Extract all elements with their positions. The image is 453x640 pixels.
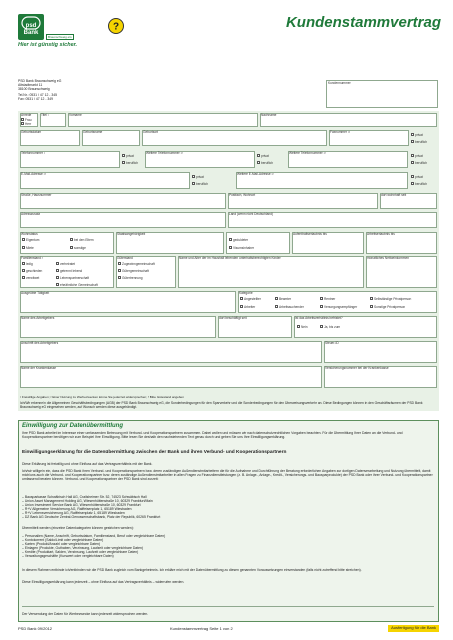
guetertrennung-label: Gütertrennung bbox=[122, 276, 143, 280]
signature-line bbox=[22, 606, 434, 607]
partner-item: – Union Asset Management Holding AG, Wiesenhüttenstraße 10, 60329 Frankfurt/Main bbox=[22, 498, 153, 503]
tel1-beruflich-label: beruflich bbox=[261, 161, 274, 165]
geburtsdatum-label: Geburtsdatum bbox=[21, 130, 42, 134]
partner-item: – R+V Allgemeine Versicherung AG, Raiffeisenplatz 1, 65189 Wiesbaden bbox=[22, 506, 132, 511]
kategorie-field bbox=[238, 291, 437, 313]
steuer-id-label: Steuer-ID bbox=[325, 341, 339, 345]
arbeitserlaubnis-label: Arbeitserlaubnis bis bbox=[367, 232, 395, 236]
status-field bbox=[226, 232, 290, 254]
geburtsort-label: Geburtsort bbox=[143, 130, 159, 134]
weitere-email-label: Weitere E-Mail-Adresse ¹² bbox=[237, 172, 274, 176]
wohnhaft-seit-label: dort wohnhaft seit bbox=[381, 193, 407, 197]
consent-heading: Einwilligung zur Datenübermittlung bbox=[22, 423, 123, 429]
partner-item: – DZ Bank AG Deutsche Zentral-Genossenschaftsbank, Platz der Republik, 60265 Frankfurt bbox=[22, 514, 161, 519]
getrennt-label: getrennt lebend bbox=[60, 269, 83, 273]
beamter-label: Beamter bbox=[279, 297, 292, 301]
bank-city: 38100 Braunschweig bbox=[18, 86, 50, 91]
bank-street: Altstadtmarkt 11 bbox=[18, 82, 43, 87]
email2-privat-checkbox[interactable] bbox=[411, 175, 414, 178]
geburtsort-field[interactable] bbox=[142, 130, 327, 146]
tel1-beruflich-checkbox[interactable] bbox=[257, 161, 260, 164]
category-item[interactable]: – Verwaltungsgeschäfte (Kurswert oder vergleichbare Daten) bbox=[22, 553, 114, 558]
logo-text: psd Bank bbox=[23, 23, 39, 36]
guetergemeinschaft-label: Gütergemeinschaft bbox=[122, 269, 149, 273]
ja-bis-checkbox[interactable] bbox=[320, 325, 323, 328]
partner-item: – Union Investment Service Bank AG, Wiesenhüttenstraße 10, 60329 Frankfurt bbox=[22, 502, 141, 507]
verwitwet-label: verwitwet bbox=[26, 276, 40, 280]
rentner-label: Rentner bbox=[324, 297, 336, 301]
email-beruflich-label: beruflich bbox=[196, 182, 209, 186]
ja-bis-label: Ja, bis zum bbox=[324, 325, 341, 329]
tel-privat-label: privat bbox=[126, 154, 134, 158]
miete-checkbox[interactable] bbox=[22, 246, 25, 249]
nettoeinkommen-label: monatliches Nettoeinkommen bbox=[367, 256, 409, 260]
bank-logo bbox=[18, 14, 44, 40]
vorname-label: Vorname bbox=[69, 113, 82, 117]
partner-item: – R+V Lebensversicherung AG, Raiffeisenplatz 1, 65189 Wiesbaden bbox=[22, 510, 125, 515]
category-item[interactable]: – Personalien (Name, Anschrift, Geburtsdatum, Familienstand, Beruf oder vergleichbare Daten) bbox=[22, 534, 166, 538]
zugewinn-label: Zugewinngemeinschaft bbox=[122, 262, 155, 266]
footer-left: PSD Bank 09/2012 bbox=[18, 626, 53, 631]
partner-list bbox=[22, 496, 434, 519]
angestellter-checkbox[interactable] bbox=[240, 297, 243, 300]
geduldet-checkbox[interactable] bbox=[229, 238, 232, 241]
dort-seit-label: dort beschäftigt seit bbox=[219, 316, 247, 320]
frau-label: Frau bbox=[25, 118, 32, 122]
email2-beruflich-checkbox[interactable] bbox=[411, 182, 414, 185]
geschieden-checkbox[interactable] bbox=[22, 269, 25, 272]
nettoeinkommen-field[interactable] bbox=[366, 256, 437, 288]
category-item[interactable]: – Einlagen (Produkte, Guthaben, Verzinsung, Laufzeit oder vergleichbare Daten) bbox=[22, 545, 144, 550]
slogan: Hier ist günstig sicher. bbox=[18, 42, 77, 48]
tel1-privat-checkbox[interactable] bbox=[257, 154, 260, 157]
partner-item: – Bausparkasse Schwäbisch Hall AG, Crailsheimer Str. 52, 74523 Schwäbisch Hall bbox=[22, 495, 147, 499]
krankenkasse-label: Name der Krankenkasse bbox=[21, 366, 57, 370]
consent-p4: In diesem Rahmen entbinde ich/entbinden wir die PSD Bank zugleich vom Bankgeheimnis. Ich erkläre mich mit der Datenübermittlung zu diesen genannten Voraussetzungen einverstanden (falls nicht zutreffend bitte streichen). bbox=[22, 568, 362, 572]
arbeitssuchender-checkbox[interactable] bbox=[275, 305, 278, 308]
beamter-checkbox[interactable] bbox=[275, 297, 278, 300]
land-label: Land (wenn nicht Deutschland) bbox=[229, 212, 273, 216]
krankenkasse-field[interactable] bbox=[20, 366, 322, 388]
email2-privat-label: privat bbox=[415, 175, 423, 179]
geschieden-label: geschieden bbox=[26, 269, 43, 273]
footer-right: Ausfertigung für die Bank bbox=[388, 625, 439, 632]
guetergemeinschaft-checkbox[interactable] bbox=[118, 269, 121, 272]
eigentum-label: Eigentum bbox=[26, 238, 40, 242]
fax-privat-label: privat bbox=[415, 133, 423, 137]
selbst-checkbox[interactable] bbox=[370, 297, 373, 300]
ledig-label: ledig bbox=[26, 262, 33, 266]
kategorie-label: Kategorie bbox=[239, 291, 253, 295]
tel-beruflich-label: beruflich bbox=[126, 161, 139, 165]
nachname-field[interactable] bbox=[260, 113, 437, 127]
bank-address bbox=[18, 80, 138, 102]
tel2-privat-label: privat bbox=[415, 154, 423, 158]
taetigkeit-field[interactable] bbox=[20, 291, 236, 313]
footer-center: Kundenstammvertrag Seite 1 von 2 bbox=[170, 626, 233, 631]
sonstige-wohn-checkbox[interactable] bbox=[70, 246, 73, 249]
gueterstand-label: Güterstand bbox=[117, 256, 133, 260]
eigentum-checkbox[interactable] bbox=[22, 238, 25, 241]
rentner-checkbox[interactable] bbox=[320, 297, 323, 300]
bank-tel: Tel.Nr.: 0531 / 47 12 - 345 bbox=[18, 92, 58, 97]
weitere-tel1-label: Weitere Telefonnummer ¹² bbox=[146, 151, 183, 155]
category-list bbox=[22, 535, 434, 558]
svg-text:?: ? bbox=[112, 21, 120, 33]
nein-label: Nein bbox=[301, 325, 308, 329]
fax-beruflich-label: beruflich bbox=[415, 140, 428, 144]
consent-intro: Ihre PSD Bank arbeitet im Interesse einer umfassenden Betreuung mit Verbund- und Kooperationspartnern zusammen. Dabei wollen und müssen wir nach datenschutzrechtlichen Vorgaben beachten. Für die Übermittlung Ihrer Daten an die Verbund- und Kooperationspartner benötigen wir zum Beispiel Ihre Einwilligung. Bitte lesen Sie deshalb den nachstehenden Text genau durch und geben Sie uns Ihre Einwilligungserklärung. bbox=[22, 431, 403, 439]
taetigkeit-label: Ausgeübte Tätigkeit bbox=[21, 291, 50, 295]
help-icon[interactable] bbox=[108, 18, 124, 34]
nein-checkbox[interactable] bbox=[297, 325, 300, 328]
ledig-checkbox[interactable] bbox=[22, 262, 25, 265]
page-title: Kundenstammvertrag bbox=[285, 14, 441, 31]
agb-text: Ich/Wir erkenne/n die Allgemeinen Geschäftsbedingungen (AGB) der PSD Bank Braunschweig eG, die Sonderbedingungen für den Sparverkehr und die Sonderbedingungen für den Überweisungsverkehr an. Diese Bedingungen können in den Geschäftsräumen der PSD Bank Braunschweig eG eingesehen werden, auf Wunsch werden diese ausgehändigt. bbox=[20, 401, 423, 409]
geburtsname-label: Geburtsname bbox=[83, 130, 103, 134]
category-item[interactable]: – Kontokorrent (Saldo/Limit oder vergleichbare Daten) bbox=[22, 537, 104, 542]
fax-privat-checkbox[interactable] bbox=[411, 133, 414, 136]
category-item[interactable]: – Kredite (Produktart, Salden, Verzinsung, Laufzeit oder vergleichbare Daten) bbox=[22, 549, 139, 554]
visum-checkbox[interactable] bbox=[229, 246, 232, 249]
postfach-label: Postfach, Wohnort bbox=[229, 193, 256, 197]
consent-p6: Der Verwendung der Daten für Werbezwecke kann jederzeit widersprochen werden. bbox=[22, 612, 149, 616]
kundennummer-label: Kundennummer bbox=[328, 81, 351, 85]
familienstand-label: Familienstand ² bbox=[21, 256, 43, 260]
fax-beruflich-checkbox[interactable] bbox=[411, 140, 414, 143]
weitere-tel2-label: Weitere Telefonnummer ¹² bbox=[289, 151, 326, 155]
consent-p1: Diese Erklärung ist freiwillig und ohne Einfluss auf das Vertragsverhältnis mit der Bank. bbox=[22, 462, 153, 466]
email-privat-label: privat bbox=[196, 175, 204, 179]
adresszusatz-label: Adresszusatz bbox=[21, 212, 41, 216]
lebenspartner-label: Lebenspartnerschaft bbox=[60, 276, 90, 280]
sonstige-priv-label: Sonstige Privatperson bbox=[374, 305, 406, 309]
bank-fax: Fax: 0531 / 47 12 - 349 bbox=[18, 96, 54, 101]
tel2-beruflich-checkbox[interactable] bbox=[411, 161, 414, 164]
angestellter-label: Angestellter bbox=[244, 297, 261, 301]
consent-subheading: Einwilligungserklärung für die Datenübermittlung zwischen der Bank und ihren Verbund- und Kooperationspartnern bbox=[22, 450, 287, 455]
nachname-label: Nachname bbox=[261, 113, 277, 117]
eheaehnlich-checkbox[interactable] bbox=[56, 283, 59, 286]
eheaehnlich-label: eheähnliche Gemeinschaft bbox=[60, 283, 98, 287]
guetertrennung-checkbox[interactable] bbox=[118, 276, 121, 279]
kinder-field[interactable] bbox=[178, 256, 364, 288]
steuer-id-field[interactable] bbox=[324, 341, 437, 363]
bank-name: PSD Bank Braunschweig eG bbox=[18, 79, 62, 83]
getrennt-checkbox[interactable] bbox=[56, 269, 59, 272]
lebenspartner-checkbox[interactable] bbox=[56, 276, 59, 279]
sonstige-wohn-label: sonstige bbox=[74, 246, 86, 250]
anschrift-ag-label: Anschrift des Arbeitgebers bbox=[21, 341, 59, 345]
tel1-privat-label: privat bbox=[261, 154, 269, 158]
miete-label: Miete bbox=[26, 246, 34, 250]
arbeitgeber-label: Name des Arbeitgebers bbox=[21, 316, 55, 320]
vorname-field[interactable] bbox=[68, 113, 258, 127]
wohnstatus-label: Wohnstatus bbox=[21, 232, 38, 236]
arbeiter-checkbox[interactable] bbox=[240, 305, 243, 308]
versorgung-label: Versorgungsempfänger bbox=[324, 305, 358, 309]
consent-p3: Übermittelt werden (einzelne Datenkategorien können gestrichen werden): bbox=[22, 526, 134, 530]
versorgung-checkbox[interactable] bbox=[320, 305, 323, 308]
visum-label: Visumsinhaber bbox=[233, 246, 255, 250]
logo-subtitle: Braunschweig eG bbox=[48, 35, 72, 39]
herr-checkbox[interactable] bbox=[21, 122, 24, 125]
versicherung-label: Versicherungsnummer bei der Krankenkasse bbox=[325, 366, 389, 370]
befristet-label: Ist das Arbeitsverhältnis befristet? bbox=[295, 316, 343, 320]
consent-p5: Diese Einwilligungserklärung kann jederzeit – ohne Einfluss auf das Vertragsverhältnis – widerrufen werden. bbox=[22, 580, 185, 584]
category-item[interactable]: – Karten (Produkt/Anzahl oder vergleichbare Daten) bbox=[22, 541, 101, 546]
bei-eltern-label: bei den Eltern bbox=[74, 238, 94, 242]
tel2-beruflich-label: beruflich bbox=[415, 161, 428, 165]
bei-eltern-checkbox[interactable] bbox=[70, 238, 73, 241]
strasse-label: Straße, Hausnummer bbox=[21, 193, 52, 197]
telefon-label: Telefonnummer ¹ bbox=[21, 151, 45, 155]
footnote-fields: ¹ Freiwillige Angaben; ² Einer Nutzung zu Werbezwecken könne Sie jederzeit widersprechen; ³ Bitte Gütestand angeben bbox=[20, 395, 185, 399]
anschrift-ag-field[interactable] bbox=[20, 341, 322, 363]
adresszusatz-field[interactable] bbox=[20, 212, 226, 228]
titel-label: Titel ¹ bbox=[41, 113, 49, 117]
tel-privat-checkbox[interactable] bbox=[122, 154, 125, 157]
aufenthalt-label: Aufenthaltserlaubnis bis bbox=[293, 232, 327, 236]
tel2-privat-checkbox[interactable] bbox=[411, 154, 414, 157]
sonstige-priv-checkbox[interactable] bbox=[370, 305, 373, 308]
verwitwet-checkbox[interactable] bbox=[22, 276, 25, 279]
tel-beruflich-checkbox[interactable] bbox=[122, 161, 125, 164]
frau-checkbox[interactable] bbox=[21, 118, 24, 121]
staatsangehoerigkeit-label: Staatsangehörigkeit bbox=[117, 232, 146, 236]
anrede-label: Anrede bbox=[21, 113, 32, 117]
geduldet-label: geduldeter bbox=[233, 238, 249, 242]
arbeitssuchender-label: Arbeitssuchender bbox=[279, 305, 304, 309]
zugewinn-checkbox[interactable] bbox=[118, 262, 121, 265]
email-beruflich-checkbox[interactable] bbox=[192, 182, 195, 185]
arbeiter-label: Arbeiter bbox=[244, 305, 256, 309]
email-label: E-Mail-Adresse ¹² bbox=[21, 172, 46, 176]
verheiratet-label: verheiratet bbox=[60, 262, 76, 266]
selbst-label: Selbständige Privatperson bbox=[374, 297, 412, 301]
kinder-label: Name und Alter der im Haushalt lebenden unterhaltsberechtigten Kinder bbox=[179, 256, 281, 260]
email2-beruflich-label: beruflich bbox=[415, 182, 428, 186]
verheiratet-checkbox[interactable] bbox=[56, 262, 59, 265]
herr-label: Herr bbox=[25, 122, 32, 126]
faxnummer-label: Faxnummer ¹² bbox=[330, 130, 351, 134]
email-privat-checkbox[interactable] bbox=[192, 175, 195, 178]
consent-p2: Ich/wir willige/n ein, dass die PSD Bank ihren Verbund- und Kooperationspartnern bzw. deren zuständigen Außendienstmitarbeitern die für die Aufnahme und Durchführung der Beratung erforderlichen Angaben zur dortigen Datenverarbeitung und Nutzung übermittelt, damit mich/uns auch die Verbund- und Kooperationspartner bzw. deren zuständige Außendienstmitarbeiter in allen Fragen zu Finanzdienstleistungen (z. B. Anlage-, Anlage-, Kredit-, Versicherungs- und Bausparprodukte) der PSD Bank oder ihrer Verbund- und Kooperationspartner umfassend beraten können. Verbund- und Kooperationspartner der PSD Bank sind zurzeit: bbox=[22, 469, 433, 481]
